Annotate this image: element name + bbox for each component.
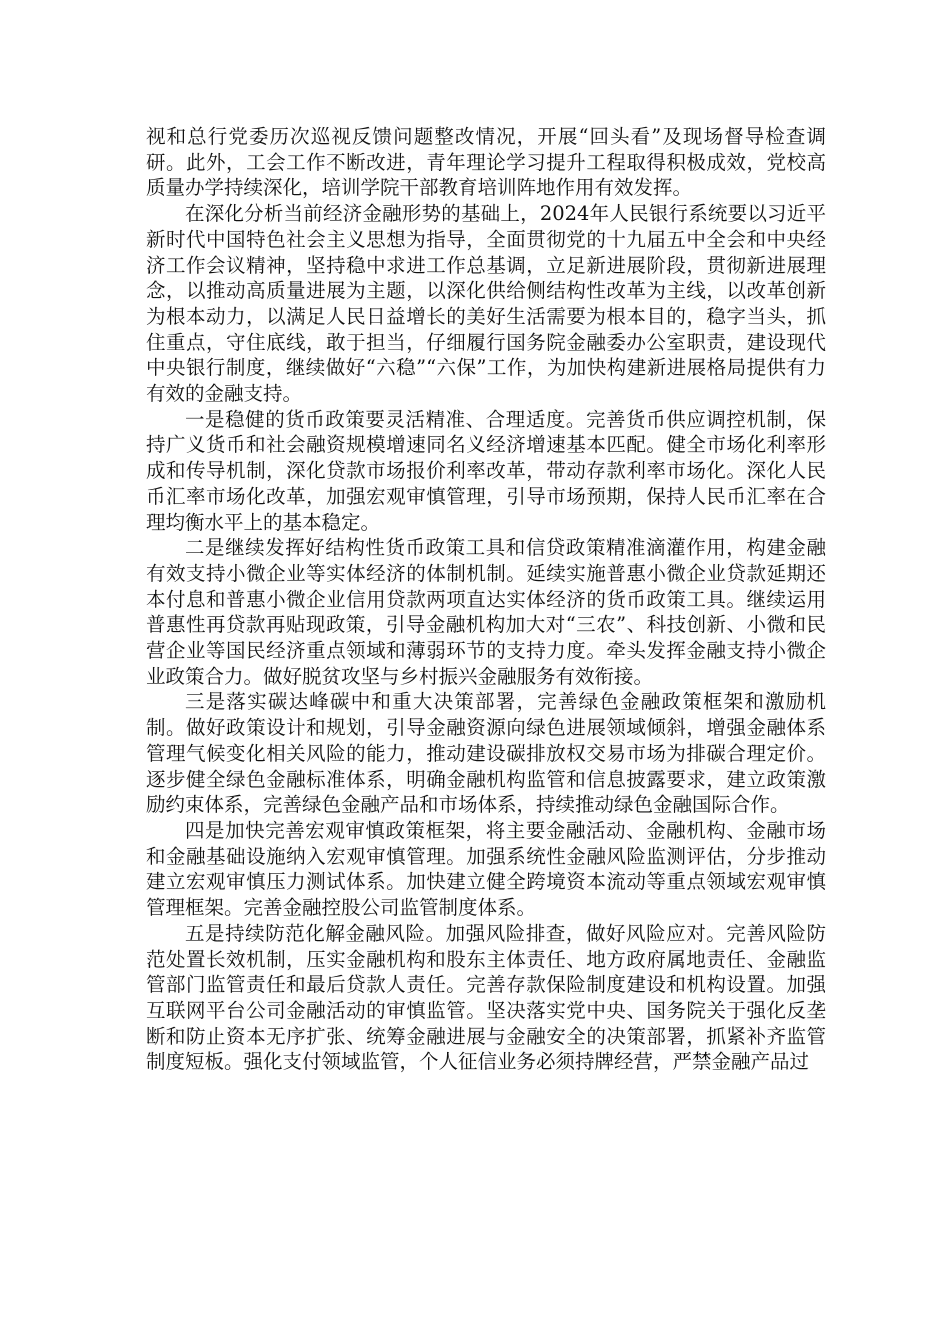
document-page — [146, 124, 826, 1075]
paragraph-overview-2024: 在深化分析当前经济金融形势的基础上，2024年人民银行系统要以习近平新时代中国特色社会主义思想为指导，全面贯彻党的十九届五中全会和中央经济工作会议精神，坚持稳中求进工作总基调，立足新进展阶段，贯彻新进展理念，以推动高质量进展为主题，以深化供给侧结构性改革为主线，以改革创新为根本动力，以满足人民日益增长的美好生活需要为根本目的，稳字当头，抓住重点，守住底线，敢于担当，仔细履行国务院金融委办公室职责，建设现代中央银行制度，继续做好“六稳”“六保”工作，为加快构建新进展格局提供有力有效的金融支持。 — [146, 202, 826, 406]
paragraph-item-3-green-finance: 三是落实碳达峰碳中和重大决策部署，完善绿色金融政策框架和激励机制。做好政策设计和规划，引导金融资源向绿色进展领域倾斜，增强金融体系管理气候变化相关风险的能力，推动建设碳排放权交易市场为排碳合理定价。逐步健全绿色金融标准体系，明确金融机构监管和信息披露要求，建立政策激励约束体系，完善绿色金融产品和市场体系，持续推动绿色金融国际合作。 — [146, 690, 826, 817]
paragraph-item-2-structural-tools: 二是继续发挥好结构性货币政策工具和信贷政策精准滴灌作用，构建金融有效支持小微企业等实体经济的体制机制。延续实施普惠小微企业贷款延期还本付息和普惠小微企业信用贷款两项直达实体经济的货币政策工具。继续运用普惠性再贷款再贴现政策，引导金融机构加大对“三农”、科技创新、小微和民营企业等国民经济重点领域和薄弱环节的支持力度。牵头发挥金融支持小微企业政策合力。做好脱贫攻坚与乡村振兴金融服务有效衔接。 — [146, 536, 826, 688]
paragraph-item-4-macroprudential: 四是加快完善宏观审慎政策框架，将主要金融活动、金融机构、金融市场和金融基础设施纳入宏观审慎管理。加强系统性金融风险监测评估，分步推动建立宏观审慎压力测试体系。加快建立健全跨境资本流动等重点领域宏观审慎管理框架。完善金融控股公司监管制度体系。 — [146, 818, 826, 920]
paragraph-continuation: 视和总行党委历次巡视反馈问题整改情况，开展“回头看”及现场督导检查调研。此外，工会工作不断改进，青年理论学习提升工程取得积极成效，党校高质量办学持续深化，培训学院干部教育培训阵地作用有效发挥。 — [146, 125, 826, 200]
paragraph-item-1-monetary-policy: 一是稳健的货币政策要灵活精准、合理适度。完善货币供应调控机制，保持广义货币和社会融资规模增速同名义经济增速基本匹配。健全市场化利率形成和传导机制，深化贷款市场报价利率改革，带动存款利率市场化。深化人民币汇率市场化改革，加强宏观审慎管理，引导市场预期，保持人民币汇率在合理均衡水平上的基本稳定。 — [146, 407, 826, 534]
paragraph-item-5-risk-prevention: 五是持续防范化解金融风险。加强风险排查，做好风险应对。完善风险防范处置长效机制，压实金融机构和股东主体责任、地方政府属地责任、金融监管部门监管责任和最后贷款人责任。完善存款保险制度建设和机构设置。加强互联网平台公司金融活动的审慎监管。坚决落实党中央、国务院关于强化反垄断和防止资本无序扩张、统筹金融进展与金融安全的决策部署，抓紧补齐监管制度短板。强化支付领域监管，个人征信业务必须持牌经营，严禁金融产品过 — [146, 921, 826, 1074]
